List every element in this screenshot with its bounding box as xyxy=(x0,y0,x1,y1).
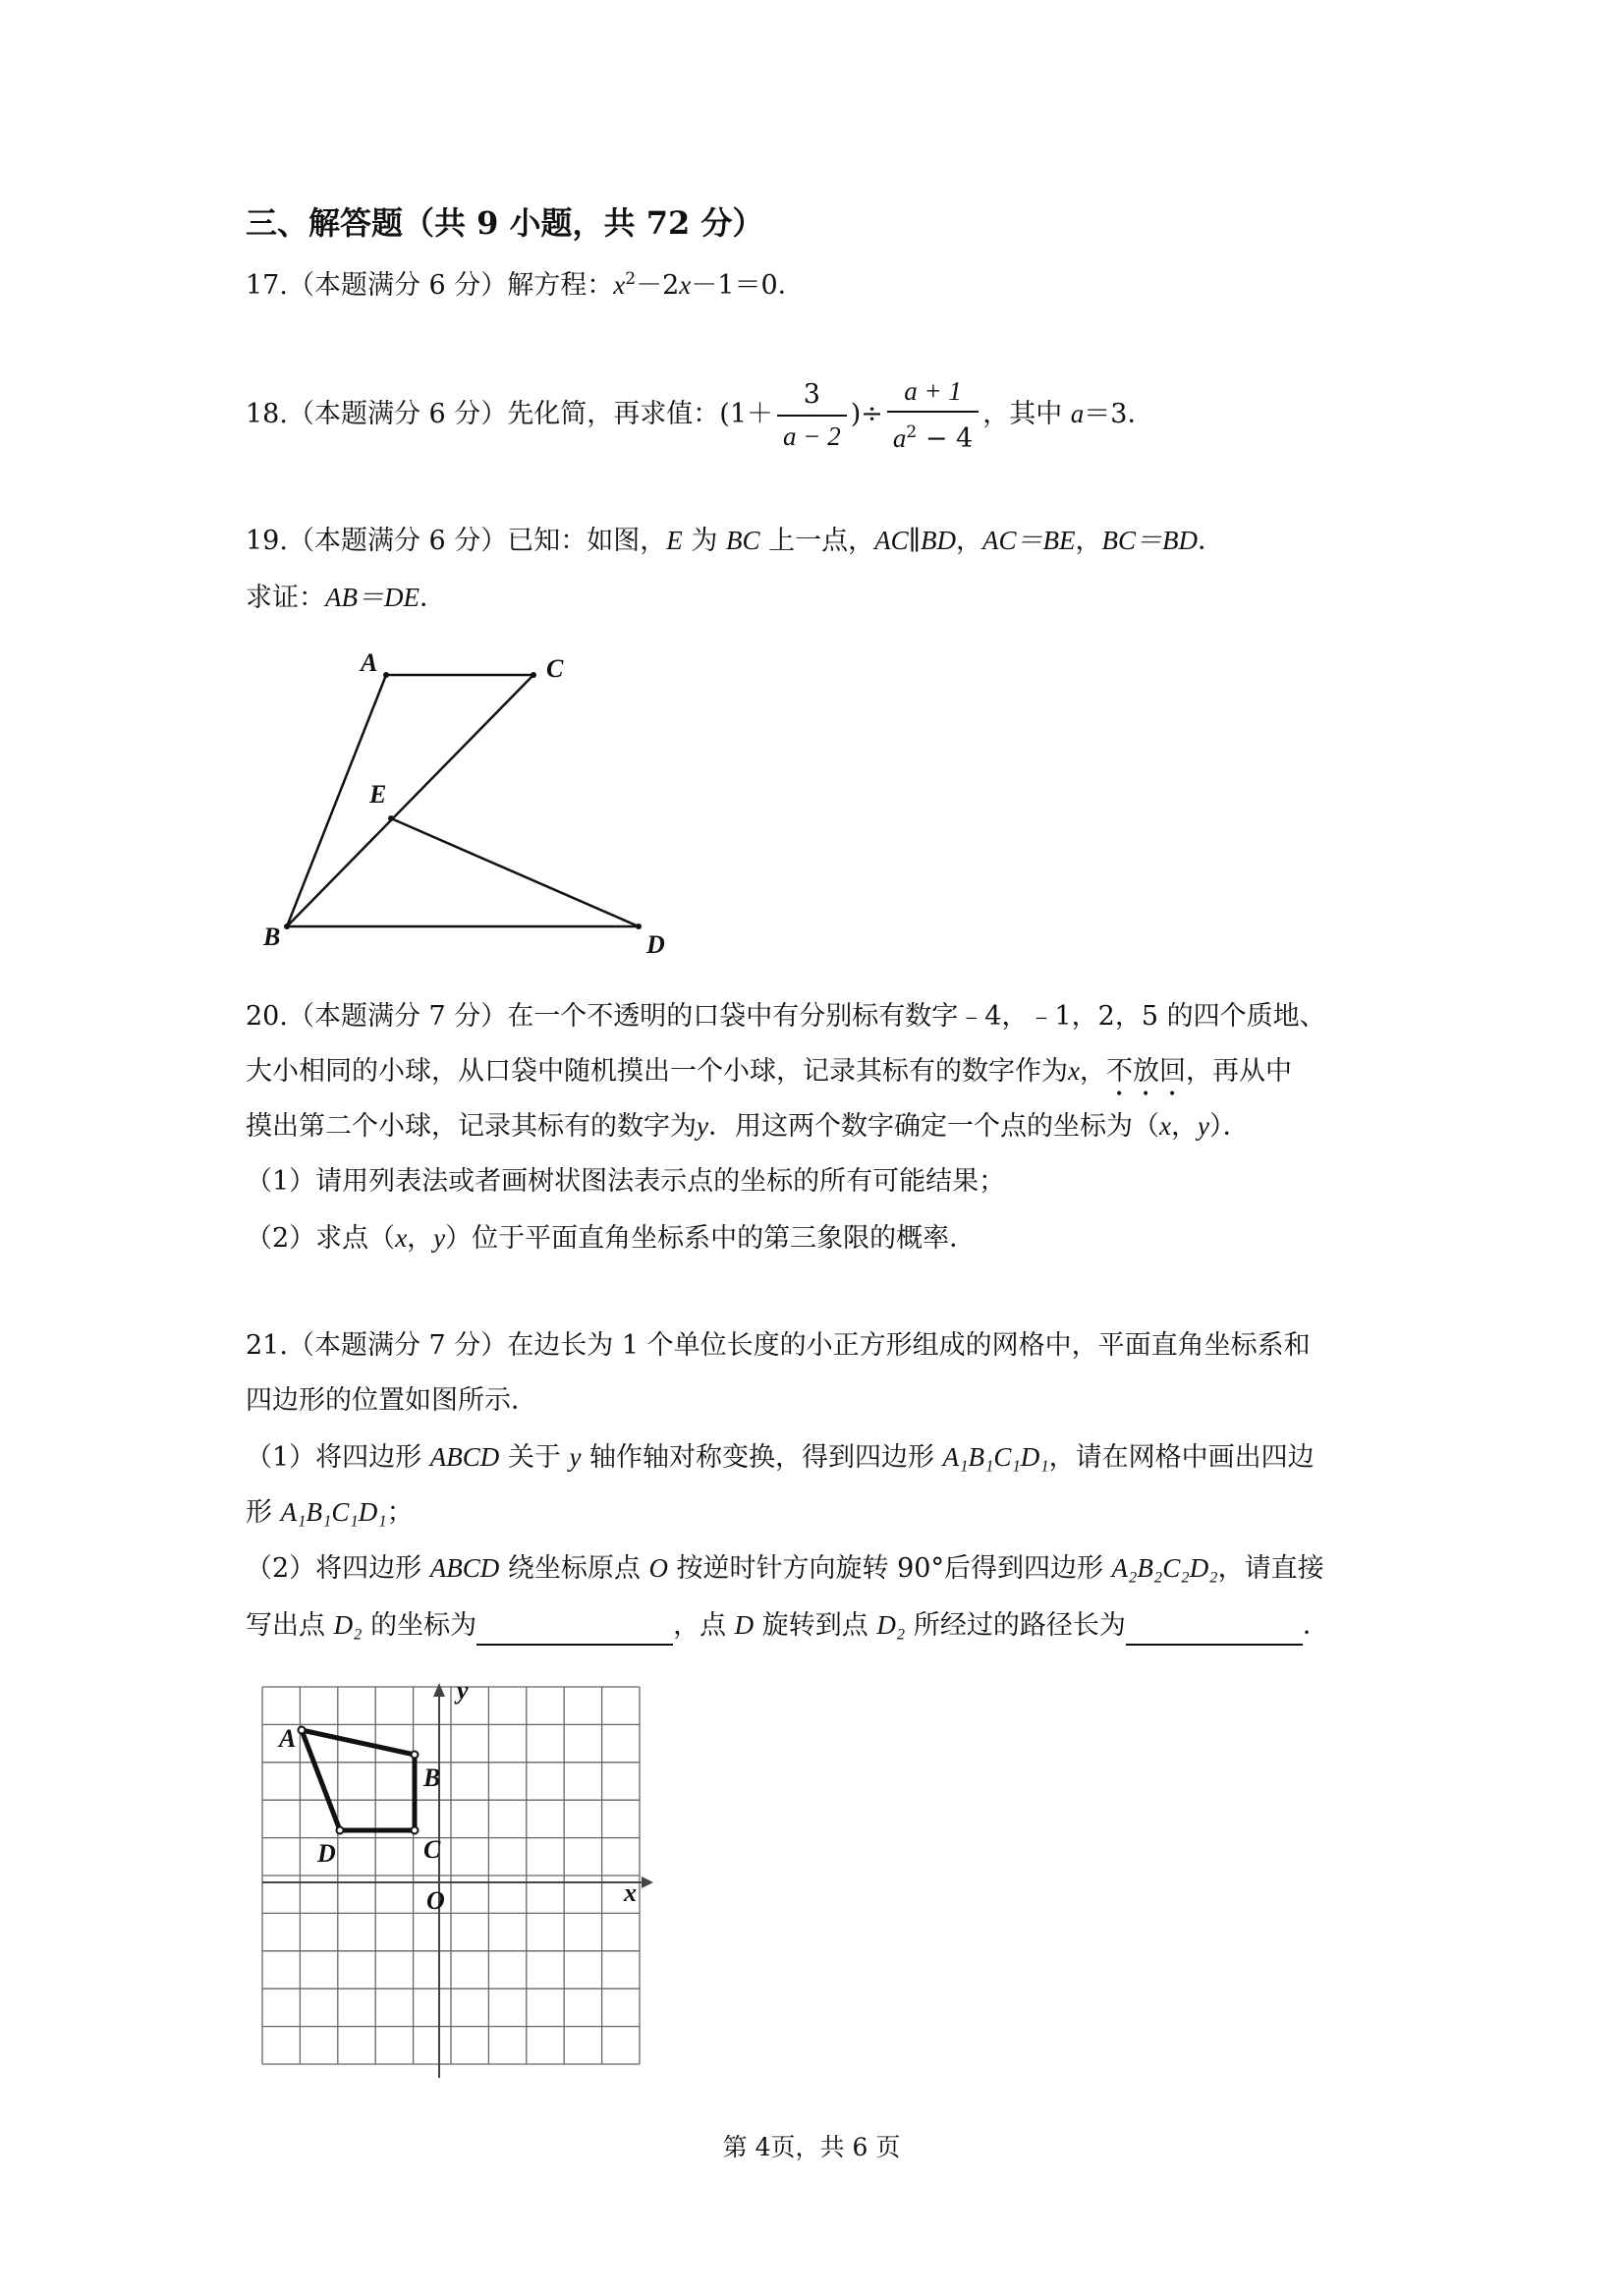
q21-s2-O: O xyxy=(648,1553,668,1583)
label-D: D xyxy=(646,930,665,959)
question-21-sub-2-line-2 xyxy=(246,1607,1329,1646)
q21-s1-a: （1）将四边形 xyxy=(246,1442,430,1473)
point-C xyxy=(531,672,536,678)
q21-s1-d: ，请在网格中画出四边 xyxy=(1048,1442,1315,1473)
q19-l1-b: 为 xyxy=(682,526,726,556)
q20-l2-emphasis: 不放回 xyxy=(1105,1056,1186,1087)
grid-label-x: x xyxy=(624,1878,637,1907)
q19-l1-d: ， xyxy=(956,526,983,556)
q21-s2-a: （2）将四边形 xyxy=(246,1553,430,1584)
grid-label-D: D xyxy=(317,1839,336,1868)
q20-l2-x: x xyxy=(1068,1056,1080,1086)
q19-l2-a: 求证： xyxy=(246,583,325,613)
q20-s2-y: y xyxy=(433,1223,446,1253)
question-19-line-1 xyxy=(246,523,1224,559)
question-19-line-2 xyxy=(246,580,446,616)
q18-suffix-b: ＝3． xyxy=(1084,399,1154,429)
q19-l2-rel: AB＝DE xyxy=(325,583,420,612)
grid-label-y: y xyxy=(457,1676,469,1705)
q18-f2-den-rest: − 4 xyxy=(917,423,974,454)
label-C: C xyxy=(546,654,564,683)
q21-s1-b: 关于 xyxy=(499,1442,570,1473)
q20-s2-a: （2）求点（ xyxy=(246,1223,396,1254)
point-D xyxy=(636,924,642,929)
q18-f2-den-a: a xyxy=(892,423,907,453)
q21-s1l2-b: ； xyxy=(386,1497,414,1528)
label-B: B xyxy=(263,923,281,951)
segment-CB xyxy=(287,675,533,926)
q20-s2-c: ）位于平面直角坐标系中的第三象限的概率． xyxy=(445,1223,977,1254)
grid-label-O: O xyxy=(426,1886,445,1915)
q21-s2l2-b: 的坐标为 xyxy=(362,1610,477,1641)
q19-l1-c: 上一点， xyxy=(759,526,875,556)
question-20-line-1: 20.（本题满分 7 分）在一个不透明的口袋中有分别标有数字﹣4，﹣1，2，5 的四个质地、 xyxy=(246,1001,1326,1032)
label-A: A xyxy=(361,648,378,677)
q20-l3-b: ．用这两个数字确定一个点的坐标为（ xyxy=(707,1111,1159,1142)
q21-s2l2-f: ． xyxy=(1302,1610,1329,1641)
q17-eq-mid: －2 xyxy=(636,270,680,301)
q21-s2-d: ，请直接 xyxy=(1217,1553,1324,1584)
q18-fraction-2 xyxy=(887,371,979,459)
q21-s2l2-D2: D₂ xyxy=(333,1610,363,1640)
question-21-line-2: 四边形的位置如图所示． xyxy=(246,1385,537,1416)
question-18 xyxy=(246,371,1153,459)
segment-ED xyxy=(391,818,639,926)
q20-l3-a: 摸出第二个小球，记录其标有的数字为 xyxy=(246,1111,697,1142)
y-axis-arrow-icon xyxy=(433,1683,445,1697)
x-axis-arrow-icon xyxy=(642,1876,653,1888)
q20-l2-c: ，再从中 xyxy=(1185,1056,1292,1087)
q21-s2l2-c: ，点 xyxy=(673,1610,735,1641)
question-20-sub-2 xyxy=(246,1220,976,1257)
q21-s2l2-e: 所经过的路径长为 xyxy=(905,1610,1126,1641)
question-21-sub-2 xyxy=(246,1550,1324,1587)
vertex-C xyxy=(412,1827,419,1834)
page-footer: 第 4页，共 6 页 xyxy=(722,2133,901,2161)
point-E xyxy=(388,815,394,821)
q20-s2-b: ， xyxy=(407,1223,434,1254)
q20-l3-y2: y xyxy=(1197,1111,1209,1141)
section-title: 三、解答题（共 9 小题，共 72 分） xyxy=(246,204,764,242)
answer-blank-path-length[interactable] xyxy=(1126,1608,1303,1646)
question-20-sub-1: （1）请用列表法或者画树状图法表示点的坐标的所有可能结果； xyxy=(246,1166,1006,1197)
q19-l1-f: ． xyxy=(1198,526,1225,556)
q17-eq-sup: 2 xyxy=(625,269,637,289)
q21-s1-c: 轴作轴对称变换，得到四边形 xyxy=(581,1442,943,1473)
q20-l3-y: y xyxy=(697,1111,708,1141)
axes xyxy=(262,1683,653,2078)
q17-eq-x2: x xyxy=(679,270,692,300)
q20-l3-d: ）． xyxy=(1208,1111,1250,1142)
question-21-sub-1-line-2 xyxy=(246,1494,414,1531)
question-21-sub-1 xyxy=(246,1439,1315,1476)
q21-s2-abcd: ABCD xyxy=(429,1553,500,1583)
q21-s2l2-a: 写出点 xyxy=(246,1610,334,1641)
q20-s2-x: x xyxy=(395,1223,408,1253)
q18-f1-den: a − 2 xyxy=(777,415,847,456)
q21-s2-b: 绕坐标原点 xyxy=(499,1553,649,1584)
q21-s1l2-a: 形 xyxy=(246,1497,281,1528)
q19-l1-rel3: BC＝BD xyxy=(1101,526,1199,555)
q19-l1-a: 19.（本题满分 6 分）已知：如图， xyxy=(246,526,667,556)
point-B xyxy=(284,924,290,929)
q18-fraction-1 xyxy=(777,375,847,456)
quadrilateral-ABCD xyxy=(302,1730,415,1830)
q18-f2-den-sup: 2 xyxy=(906,422,918,442)
q20-l2-b: ， xyxy=(1079,1056,1106,1087)
q21-s2-c: 按逆时针方向旋转 90°后得到四边形 xyxy=(667,1553,1112,1584)
q20-l3-x2: x xyxy=(1158,1111,1171,1141)
q18-f2-den xyxy=(887,411,979,459)
vertex-D xyxy=(337,1827,344,1834)
q18-mid: )÷ xyxy=(850,399,883,429)
label-E: E xyxy=(369,780,387,809)
q21-s2-quad: A₂B₂C₂D₂ xyxy=(1111,1553,1218,1583)
q19-l1-rel2: AC＝BE xyxy=(982,526,1076,555)
q19-l2-b: ． xyxy=(419,583,446,613)
q17-eq-x: x xyxy=(613,270,626,300)
vertex-B xyxy=(412,1752,419,1759)
answer-blank-coordinates[interactable] xyxy=(476,1608,673,1646)
q19-figure-lines xyxy=(287,675,639,926)
q19-geometry-figure xyxy=(255,644,688,968)
vertex-A xyxy=(299,1727,306,1734)
q21-s2l2-D2b: D₂ xyxy=(876,1610,906,1640)
q21-s1-quad: A₁B₁C₁D₁ xyxy=(942,1442,1049,1472)
grid-lines xyxy=(262,1687,640,2064)
grid-label-A: A xyxy=(279,1724,297,1753)
q18-prefix: 18.（本题满分 6 分）先化简，再求值：(1＋ xyxy=(246,399,773,429)
question-21-line-1: 21.（本题满分 7 分）在边长为 1 个单位长度的小正方形组成的网格中，平面直角坐标系和 xyxy=(246,1330,1311,1361)
q19-l1-e: ， xyxy=(1075,526,1102,556)
q19-l1-E: E xyxy=(666,526,683,555)
q21-s1l2-quad: A₁B₁C₁D₁ xyxy=(280,1497,387,1527)
q18-suffix-var: a xyxy=(1070,399,1085,428)
question-17 xyxy=(246,261,805,304)
grid-label-C: C xyxy=(423,1835,441,1864)
grid-label-B: B xyxy=(423,1764,441,1792)
point-A xyxy=(383,672,389,678)
q17-prefix: 17.（本题满分 6 分）解方程： xyxy=(246,270,614,301)
q21-s1-y: y xyxy=(569,1442,582,1472)
question-20-line-2 xyxy=(246,1053,1292,1102)
question-20-line-3 xyxy=(246,1108,1249,1145)
q21-s2l2-D: D xyxy=(734,1610,755,1640)
q21-s2l2-d: 旋转到点 xyxy=(754,1610,877,1641)
q18-f2-num: a + 1 xyxy=(904,376,962,406)
q18-suffix-a: ，其中 xyxy=(982,399,1071,429)
q21-s1-abcd: ABCD xyxy=(429,1442,500,1472)
q20-l2-a: 大小相同的小球，从口袋中随机摸出一个小球，记录其标有的数字作为 xyxy=(246,1056,1068,1087)
q20-l3-c: ， xyxy=(1170,1111,1198,1142)
q17-eq-end: －1＝0． xyxy=(691,270,805,301)
q21-coordinate-grid-figure xyxy=(251,1675,663,2088)
q19-l1-rel1: AC∥BD xyxy=(874,526,957,555)
q18-f1-num: 3 xyxy=(803,378,820,410)
q19-l1-BC: BC xyxy=(725,526,760,555)
